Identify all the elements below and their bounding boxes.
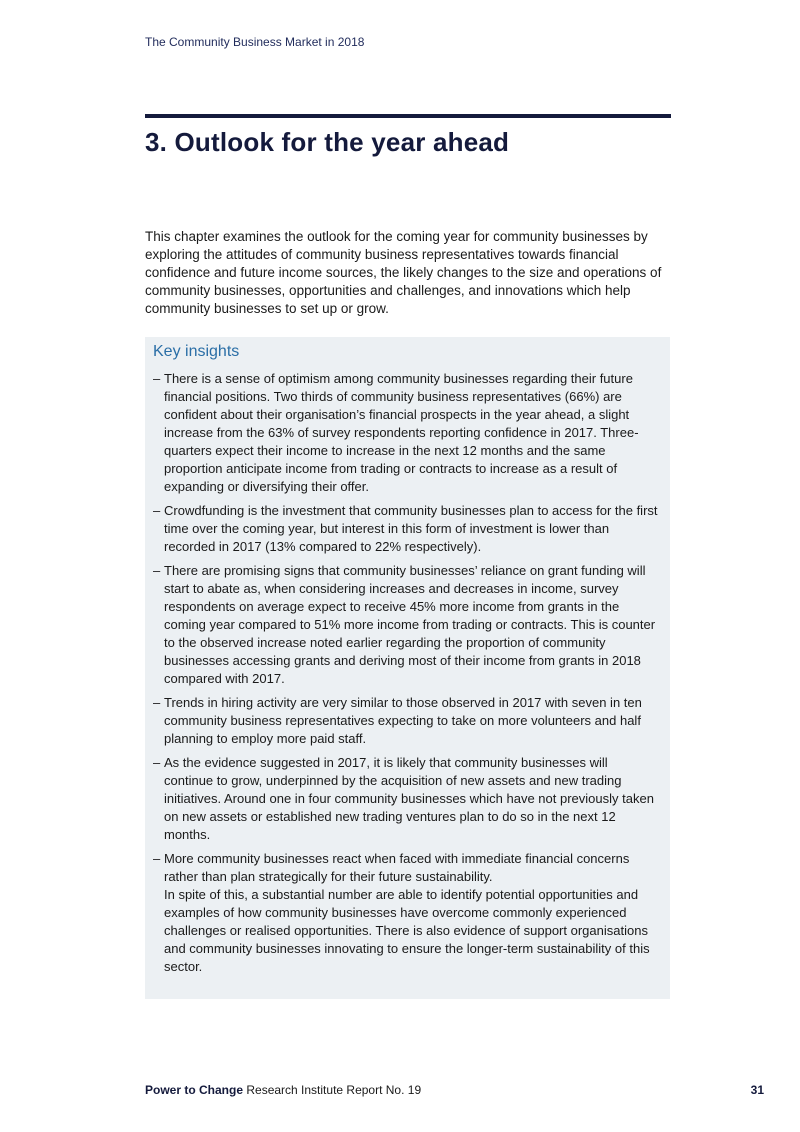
insight-item: [153, 502, 660, 556]
footer-brand: Power to Change: [145, 1083, 244, 1097]
page-number: 31: [750, 1083, 764, 1097]
insight-text: Crowdfunding is the investment that community businesses plan to access for the first time over the coming year, but interest in this form of investment is lower than recorded in 2017 (13% compared to 22% respectively).: [164, 503, 658, 554]
chapter-title: 3. Outlook for the year ahead: [145, 127, 510, 157]
insight-text: Trends in hiring activity are very similar to those observed in 2017 with seven in ten community business representatives expecting to take on more volunteers and half planning to employ more paid staff.: [164, 695, 642, 746]
dash-bullet: –: [153, 695, 161, 710]
page-footer: [145, 1083, 421, 1097]
insight-item: [153, 370, 660, 496]
dash-bullet: –: [153, 371, 161, 386]
footer-report: Research Institute Report No. 19: [246, 1083, 422, 1097]
title-rule: [145, 114, 671, 118]
dash-bullet: –: [153, 563, 161, 578]
running-header: The Community Business Market in 2018: [145, 35, 365, 49]
dash-bullet: –: [153, 503, 161, 518]
insight-text-continued: In spite of this, a substantial number are able to identify potential opportunities and examples of how community businesses have overcome commonly experienced challenges or realised opportunities. There is also evidence of support organisations and community businesses innovating to ensure the longer-term sustainability of this sector.: [164, 887, 650, 974]
dash-bullet: –: [153, 851, 161, 866]
insight-item: [153, 562, 660, 688]
key-insights-title: Key insights: [153, 343, 240, 360]
insight-item: [153, 850, 660, 976]
key-insights-box: [145, 337, 670, 999]
insight-text: As the evidence suggested in 2017, it is likely that community businesses will continue to grow, underpinned by the acquisition of new assets and new trading initiatives. Around one in four community businesses which have not previously taken on new assets or established new trading ventures plan to do so in the next 12 months.: [164, 755, 654, 842]
insight-text: There are promising signs that community businesses’ reliance on grant funding will start to abate as, when considering increases and decreases in income, survey respondents on average expect to receive 45% more income from grants in the coming year compared to 51% more income from trading or contracts. This is counter to the observed increase noted earlier regarding the proportion of community businesses accessing grants and deriving most of their income from grants in 2018 compared with 2017.: [164, 563, 656, 686]
insight-item: [153, 754, 660, 844]
chapter-intro: This chapter examines the outlook for the coming year for community businesses by exploring the attitudes of community business representatives towards financial confidence and future income sources, the likely changes to the size and operations of community businesses, opportunities and challenges, and innovations which help community businesses to set up or grow.: [145, 229, 662, 316]
insight-item: [153, 694, 660, 748]
insight-text: More community businesses react when faced with immediate financial concerns rather than plan strategically for their future sustainability.: [164, 851, 630, 884]
key-insights-list: [153, 370, 660, 976]
insight-text: There is a sense of optimism among community businesses regarding their future financial positions. Two thirds of community business representatives (66%) are confident about their organisation’s financial prospects in the year ahead, a slight increase from the 63% of survey respondents reporting confidence in 2017. Three-quarters expect their income to increase in the next 12 months and the same proportion anticipate income from trading or contracts to increase as a result of expanding or diversifying their offer.: [164, 371, 639, 494]
dash-bullet: –: [153, 755, 161, 770]
